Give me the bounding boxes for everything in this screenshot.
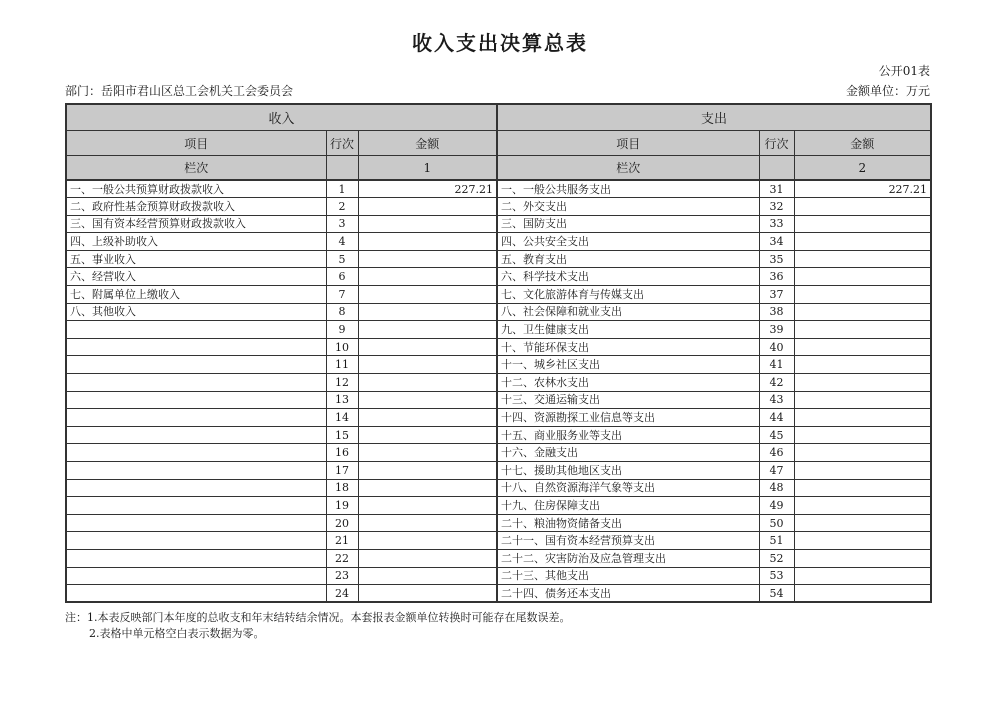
expense-amount-cell [794, 374, 931, 392]
footnotes [65, 610, 930, 642]
income-amount-cell [358, 426, 497, 444]
meta-row [65, 84, 930, 99]
income-lanci-rownum-blank [326, 156, 358, 181]
table-header [66, 104, 931, 180]
section-header-row [66, 104, 931, 131]
expense-item-cell: 八、社会保障和就业支出 [497, 303, 759, 321]
income-column-number: 1 [358, 156, 497, 181]
expense-amount-cell [794, 233, 931, 251]
expense-amount-cell [794, 303, 931, 321]
expense-amount-cell [794, 585, 931, 603]
income-item-cell: 一、一般公共预算财政拨款收入 [66, 180, 326, 198]
expense-rownum-cell: 44 [759, 409, 794, 427]
income-amount-cell [358, 462, 497, 480]
expense-item-cell: 三、国防支出 [497, 215, 759, 233]
expense-amount-cell [794, 549, 931, 567]
income-lanci-label: 栏次 [66, 156, 326, 181]
income-rownum-cell: 20 [326, 514, 358, 532]
income-amount-cell [358, 549, 497, 567]
income-rownum-cell: 5 [326, 250, 358, 268]
document-area [65, 64, 930, 642]
table-row [66, 444, 931, 462]
expense-item-cell: 六、科学技术支出 [497, 268, 759, 286]
table-row [66, 198, 931, 216]
expense-item-cell: 二十一、国有资本经营预算支出 [497, 532, 759, 550]
income-amount-cell [358, 268, 497, 286]
expense-rownum-cell: 49 [759, 497, 794, 515]
income-rownum-cell: 12 [326, 374, 358, 392]
income-rownum-cell: 7 [326, 286, 358, 304]
income-amount-cell [358, 409, 497, 427]
expense-lanci-rownum-blank [759, 156, 794, 181]
income-amount-cell [358, 321, 497, 339]
expense-amount-cell [794, 338, 931, 356]
income-amount-cell: 227.21 [358, 180, 497, 198]
expense-lanci-label: 栏次 [497, 156, 759, 181]
unit-label: 金额单位：万元 [845, 84, 930, 98]
income-rownum-cell: 22 [326, 549, 358, 567]
table-row [66, 215, 931, 233]
income-rownum-cell: 19 [326, 497, 358, 515]
income-amount-cell [358, 391, 497, 409]
expense-section-header: 支出 [497, 104, 931, 131]
income-rownum-cell: 3 [326, 215, 358, 233]
income-amount-cell [358, 514, 497, 532]
expense-amount-cell [794, 514, 931, 532]
table-row [66, 532, 931, 550]
table-row [66, 250, 931, 268]
income-item-cell: 八、其他收入 [66, 303, 326, 321]
income-rownum-cell: 21 [326, 532, 358, 550]
table-row [66, 321, 931, 339]
expense-item-cell: 十九、住房保障支出 [497, 497, 759, 515]
expense-amount-cell [794, 444, 931, 462]
table-row [66, 338, 931, 356]
income-amount-column-header: 金额 [358, 131, 497, 156]
income-rownum-cell: 11 [326, 356, 358, 374]
table-row [66, 567, 931, 585]
note-line-1: 注：1.本表反映部门本年度的总收支和年末结转结余情况。本套报表金额单位转换时可能存在尾数误差。 [65, 611, 571, 625]
expense-rownum-cell: 51 [759, 532, 794, 550]
income-expense-summary-table [65, 103, 932, 603]
income-item-cell [66, 585, 326, 603]
expense-item-cell: 四、公共安全支出 [497, 233, 759, 251]
department-label: 部门：岳阳市君山区总工会机关工会委员会 [65, 84, 294, 98]
table-row [66, 426, 931, 444]
expense-rownum-cell: 52 [759, 549, 794, 567]
expense-item-cell: 十五、商业服务业等支出 [497, 426, 759, 444]
table-row [66, 514, 931, 532]
income-amount-cell [358, 356, 497, 374]
expense-rownum-cell: 45 [759, 426, 794, 444]
expense-rownum-cell: 47 [759, 462, 794, 480]
column-header-row [66, 131, 931, 156]
expense-rownum-cell: 39 [759, 321, 794, 339]
income-item-cell [66, 374, 326, 392]
expense-rownum-cell: 46 [759, 444, 794, 462]
income-rownum-cell: 8 [326, 303, 358, 321]
expense-rownum-cell: 38 [759, 303, 794, 321]
expense-item-cell: 九、卫生健康支出 [497, 321, 759, 339]
expense-item-cell: 二十三、其他支出 [497, 567, 759, 585]
table-row [66, 268, 931, 286]
income-item-cell: 五、事业收入 [66, 250, 326, 268]
expense-amount-cell [794, 409, 931, 427]
income-item-cell: 三、国有资本经营预算财政拨款收入 [66, 215, 326, 233]
income-amount-cell [358, 338, 497, 356]
income-item-cell [66, 514, 326, 532]
expense-amount-cell [794, 497, 931, 515]
expense-amount-cell [794, 268, 931, 286]
income-rownum-cell: 16 [326, 444, 358, 462]
page-title: 收入支出决算总表 [412, 31, 588, 55]
income-item-cell: 四、上级补助收入 [66, 233, 326, 251]
table-row [66, 462, 931, 480]
income-item-cell [66, 549, 326, 567]
table-code-label: 公开01表 [878, 64, 930, 78]
table-row [66, 585, 931, 603]
income-item-cell: 二、政府性基金预算财政拨款收入 [66, 198, 326, 216]
expense-rownum-cell: 42 [759, 374, 794, 392]
table-row [66, 409, 931, 427]
income-item-cell [66, 532, 326, 550]
table-row [66, 497, 931, 515]
table-row [66, 303, 931, 321]
income-rownum-cell: 17 [326, 462, 358, 480]
expense-item-cell: 二十四、债务还本支出 [497, 585, 759, 603]
income-rownum-cell: 10 [326, 338, 358, 356]
expense-amount-cell: 227.21 [794, 180, 931, 198]
expense-item-cell: 十六、金融支出 [497, 444, 759, 462]
income-amount-cell [358, 567, 497, 585]
expense-rownum-cell: 35 [759, 250, 794, 268]
income-rownum-cell: 24 [326, 585, 358, 603]
table-row [66, 549, 931, 567]
expense-amount-cell [794, 479, 931, 497]
income-item-cell [66, 497, 326, 515]
income-item-cell [66, 409, 326, 427]
expense-amount-cell [794, 321, 931, 339]
table-row [66, 356, 931, 374]
expense-item-cell: 十四、资源勘探工业信息等支出 [497, 409, 759, 427]
income-item-cell [66, 356, 326, 374]
expense-item-cell: 十、节能环保支出 [497, 338, 759, 356]
income-item-cell [66, 391, 326, 409]
expense-item-cell: 五、教育支出 [497, 250, 759, 268]
expense-rownum-cell: 43 [759, 391, 794, 409]
expense-rownum-cell: 36 [759, 268, 794, 286]
income-rownum-cell: 18 [326, 479, 358, 497]
table-row [66, 479, 931, 497]
expense-rownum-column-header: 行次 [759, 131, 794, 156]
expense-amount-cell [794, 567, 931, 585]
table-row [66, 391, 931, 409]
income-amount-cell [358, 233, 497, 251]
expense-amount-cell [794, 250, 931, 268]
table-row [66, 180, 931, 198]
expense-amount-cell [794, 391, 931, 409]
table-row [66, 374, 931, 392]
expense-item-cell: 十八、自然资源海洋气象等支出 [497, 479, 759, 497]
income-item-cell: 七、附属单位上缴收入 [66, 286, 326, 304]
expense-amount-cell [794, 426, 931, 444]
expense-amount-cell [794, 198, 931, 216]
note-line-2: 2.表格中单元格空白表示数据为零。 [89, 627, 265, 641]
table-row [66, 233, 931, 251]
expense-rownum-cell: 54 [759, 585, 794, 603]
income-item-cell [66, 462, 326, 480]
income-rownum-cell: 4 [326, 233, 358, 251]
income-rownum-cell: 6 [326, 268, 358, 286]
income-item-cell [66, 567, 326, 585]
income-amount-cell [358, 303, 497, 321]
income-amount-cell [358, 250, 497, 268]
income-item-column-header: 项目 [66, 131, 326, 156]
income-item-cell [66, 338, 326, 356]
income-section-header: 收入 [66, 104, 497, 131]
expense-rownum-cell: 41 [759, 356, 794, 374]
expense-rownum-cell: 31 [759, 180, 794, 198]
expense-rownum-cell: 50 [759, 514, 794, 532]
income-amount-cell [358, 215, 497, 233]
expense-item-cell: 十一、城乡社区支出 [497, 356, 759, 374]
expense-item-cell: 二、外交支出 [497, 198, 759, 216]
table-body [66, 180, 931, 602]
expense-amount-column-header: 金额 [794, 131, 931, 156]
income-rownum-cell: 9 [326, 321, 358, 339]
income-rownum-cell: 2 [326, 198, 358, 216]
income-item-cell [66, 321, 326, 339]
income-rownum-cell: 14 [326, 409, 358, 427]
income-amount-cell [358, 444, 497, 462]
expense-rownum-cell: 40 [759, 338, 794, 356]
expense-rownum-cell: 34 [759, 233, 794, 251]
income-rownum-cell: 1 [326, 180, 358, 198]
expense-amount-cell [794, 356, 931, 374]
income-amount-cell [358, 585, 497, 603]
expense-amount-cell [794, 532, 931, 550]
income-item-cell [66, 444, 326, 462]
income-rownum-column-header: 行次 [326, 131, 358, 156]
expense-rownum-cell: 32 [759, 198, 794, 216]
expense-item-cell: 七、文化旅游体育与传媒支出 [497, 286, 759, 304]
expense-item-cell: 十三、交通运输支出 [497, 391, 759, 409]
expense-item-cell: 二十二、灾害防治及应急管理支出 [497, 549, 759, 567]
column-number-row [66, 156, 931, 181]
expense-column-number: 2 [794, 156, 931, 181]
income-amount-cell [358, 286, 497, 304]
income-item-cell: 六、经营收入 [66, 268, 326, 286]
table-row [66, 286, 931, 304]
income-amount-cell [358, 479, 497, 497]
expense-amount-cell [794, 462, 931, 480]
income-rownum-cell: 15 [326, 426, 358, 444]
expense-item-cell: 十七、援助其他地区支出 [497, 462, 759, 480]
expense-item-column-header: 项目 [497, 131, 759, 156]
income-amount-cell [358, 497, 497, 515]
income-amount-cell [358, 374, 497, 392]
expense-item-cell: 十二、农林水支出 [497, 374, 759, 392]
expense-item-cell: 二十、粮油物资储备支出 [497, 514, 759, 532]
expense-item-cell: 一、一般公共服务支出 [497, 180, 759, 198]
expense-rownum-cell: 53 [759, 567, 794, 585]
income-item-cell [66, 479, 326, 497]
income-rownum-cell: 13 [326, 391, 358, 409]
income-item-cell [66, 426, 326, 444]
expense-amount-cell [794, 286, 931, 304]
expense-amount-cell [794, 215, 931, 233]
expense-rownum-cell: 48 [759, 479, 794, 497]
income-amount-cell [358, 198, 497, 216]
expense-rownum-cell: 37 [759, 286, 794, 304]
income-rownum-cell: 23 [326, 567, 358, 585]
expense-rownum-cell: 33 [759, 215, 794, 233]
income-amount-cell [358, 532, 497, 550]
